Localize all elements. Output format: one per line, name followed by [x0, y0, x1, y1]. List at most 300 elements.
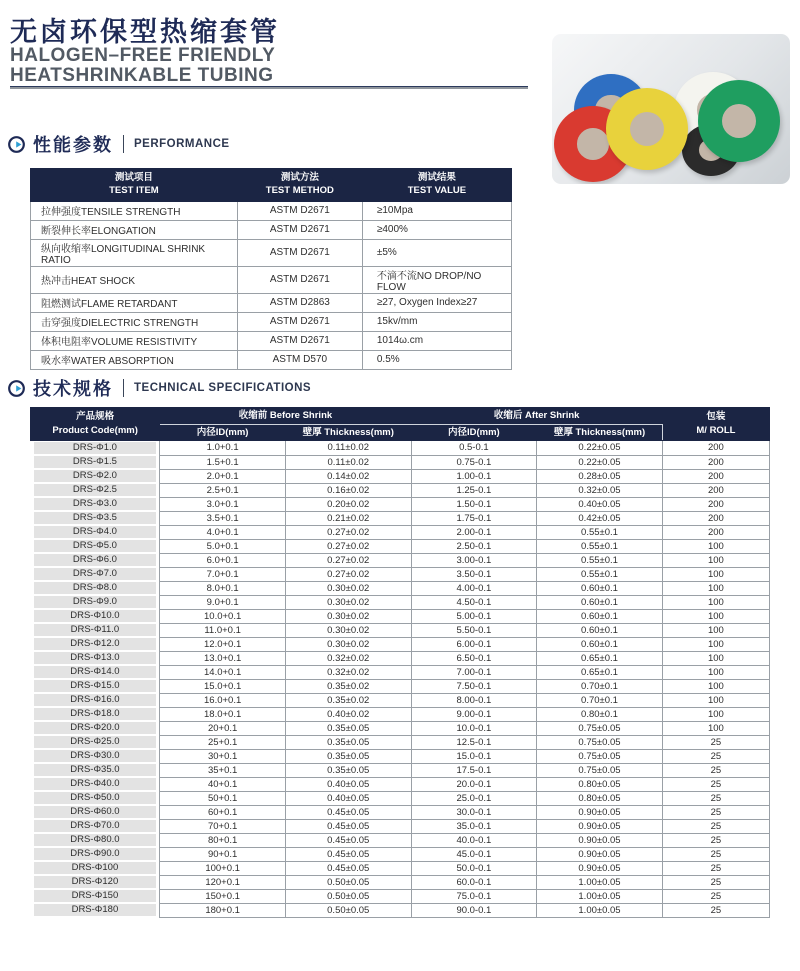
spec-value-cell: 30+0.1 [160, 749, 286, 763]
product-code-cell [31, 777, 160, 791]
performance-table-row [31, 293, 512, 312]
performance-table-row [31, 331, 512, 350]
spec-value-cell: 0.28±0.05 [537, 469, 663, 483]
spec-value-cell: 75.0-0.1 [411, 889, 537, 903]
spec-value-cell: 0.50±0.05 [285, 903, 411, 917]
spec-value-cell: 10.0-0.1 [411, 721, 537, 735]
performance-cell: 纵向收缩率LONGITUDINAL SHRINK RATIO [31, 239, 238, 266]
spec-value-cell: 0.45±0.05 [285, 805, 411, 819]
spec-table-row [31, 483, 770, 497]
product-code-cell [31, 833, 160, 847]
spec-value-cell: 20+0.1 [160, 721, 286, 735]
performance-cell: ASTM D2671 [237, 201, 362, 220]
spec-value-cell: 35.0-0.1 [411, 819, 537, 833]
spec-value-cell: 1.00-0.1 [411, 469, 537, 483]
spec-value-cell: 0.30±0.02 [285, 581, 411, 595]
spec-value-cell: 0.50±0.05 [285, 875, 411, 889]
spec-value-cell: 0.35±0.05 [285, 763, 411, 777]
product-code-cell [31, 637, 160, 651]
product-code-label: DRS-Φ80.0 [34, 834, 157, 846]
spec-value-cell: 0.40±0.02 [285, 707, 411, 721]
spec-value-cell: 100 [662, 679, 769, 693]
product-code-label: DRS-Φ15.0 [34, 680, 157, 692]
spec-value-cell: 0.30±0.02 [285, 609, 411, 623]
spec-value-cell: 14.0+0.1 [160, 665, 286, 679]
spec-value-cell: 180+0.1 [160, 903, 286, 917]
spec-value-cell: 25 [662, 875, 769, 889]
product-code-cell [31, 525, 160, 539]
spec-value-cell: 0.35±0.05 [285, 735, 411, 749]
performance-cell: ±5% [362, 239, 511, 266]
spec-value-cell: 9.0+0.1 [160, 595, 286, 609]
performance-cell: ≥10Mpa [362, 201, 511, 220]
spec-value-cell: 8.00-0.1 [411, 693, 537, 707]
spec-value-cell: 0.40±0.05 [537, 497, 663, 511]
page-title-chinese: 无卤环保型热缩套管 [10, 17, 280, 47]
spec-value-cell: 0.55±0.1 [537, 525, 663, 539]
spec-value-cell: 1.50-0.1 [411, 497, 537, 511]
spec-value-cell: 3.00-0.1 [411, 553, 537, 567]
performance-table-row [31, 220, 512, 239]
spec-value-cell: 25 [662, 791, 769, 805]
spec-value-cell: 0.14±0.02 [285, 469, 411, 483]
spec-value-cell: 0.35±0.02 [285, 679, 411, 693]
spec-table-row [31, 763, 770, 777]
product-code-cell [31, 819, 160, 833]
product-code-label: DRS-Φ40.0 [34, 778, 157, 790]
spec-value-cell: 1.00±0.05 [537, 903, 663, 917]
product-code-cell [31, 861, 160, 875]
performance-cell: 热冲击HEAT SHOCK [31, 266, 238, 293]
spec-table-row [31, 595, 770, 609]
spec-value-cell: 5.00-0.1 [411, 609, 537, 623]
spec-value-cell: 0.22±0.05 [537, 455, 663, 469]
spec-value-cell: 0.32±0.02 [285, 665, 411, 679]
spec-value-cell: 12.5-0.1 [411, 735, 537, 749]
product-code-cell [31, 483, 160, 497]
spec-value-cell: 0.27±0.02 [285, 553, 411, 567]
spec-value-cell: 40.0-0.1 [411, 833, 537, 847]
spec-value-cell: 100 [662, 609, 769, 623]
product-code-cell [31, 469, 160, 483]
product-code-label: DRS-Φ3.5 [34, 512, 157, 524]
spec-value-cell: 0.35±0.02 [285, 693, 411, 707]
performance-table-row [31, 266, 512, 293]
spec-value-cell: 0.35±0.05 [285, 721, 411, 735]
product-code-label: DRS-Φ6.0 [34, 554, 157, 566]
spec-value-cell: 100 [662, 693, 769, 707]
performance-section-header [8, 131, 230, 157]
spec-value-cell: 1.00±0.05 [537, 889, 663, 903]
performance-cell: 断裂伸长率ELONGATION [31, 220, 238, 239]
spec-table-row [31, 441, 770, 456]
product-code-cell [31, 595, 160, 609]
product-code-cell [31, 455, 160, 469]
spec-value-cell: 0.80±0.05 [537, 777, 663, 791]
spec-table-row [31, 581, 770, 595]
performance-cell: 0.5% [362, 350, 511, 369]
product-code-cell [31, 903, 160, 917]
spec-value-cell: 0.21±0.02 [285, 511, 411, 525]
performance-table-row [31, 201, 512, 220]
product-code-cell [31, 511, 160, 525]
product-code-cell [31, 735, 160, 749]
spec-value-cell: 25 [662, 749, 769, 763]
spec-table-row [31, 539, 770, 553]
spec-value-cell: 25 [662, 763, 769, 777]
spec-table-row [31, 791, 770, 805]
product-code-label: DRS-Φ50.0 [34, 792, 157, 804]
product-code-cell [31, 665, 160, 679]
performance-cell: 拉伸强度TENSILE STRENGTH [31, 201, 238, 220]
spec-table-row [31, 637, 770, 651]
spec-table-row [31, 819, 770, 833]
spec-col-product-code [31, 408, 160, 441]
spec-value-cell: 0.90±0.05 [537, 833, 663, 847]
spec-value-cell: 0.90±0.05 [537, 805, 663, 819]
performance-cell: ASTM D2863 [237, 293, 362, 312]
spec-value-cell: 6.00-0.1 [411, 637, 537, 651]
spec-value-cell: 0.90±0.05 [537, 819, 663, 833]
spec-value-cell: 25 [662, 903, 769, 917]
product-code-cell [31, 721, 160, 735]
spec-value-cell: 20.0-0.1 [411, 777, 537, 791]
product-code-label: DRS-Φ11.0 [34, 624, 157, 636]
perf-col-cn: 测试项目 [114, 172, 153, 183]
spec-value-cell: 0.40±0.05 [285, 791, 411, 805]
spec-table-row [31, 511, 770, 525]
performance-cell: ASTM D2671 [237, 331, 362, 350]
spec-value-cell: 0.45±0.05 [285, 847, 411, 861]
product-code-cell [31, 539, 160, 553]
product-code-label: DRS-Φ10.0 [34, 610, 157, 622]
spec-value-cell: 25 [662, 819, 769, 833]
spec-value-cell: 12.0+0.1 [160, 637, 286, 651]
product-code-cell [31, 693, 160, 707]
product-code-label: DRS-Φ3.0 [34, 498, 157, 510]
spec-value-cell: 25 [662, 805, 769, 819]
product-code-cell [31, 763, 160, 777]
spec-table-row [31, 861, 770, 875]
spec-value-cell: 80+0.1 [160, 833, 286, 847]
spec-value-cell: 1.0+0.1 [160, 441, 286, 456]
performance-cell: 阻燃测试FLAME RETARDANT [31, 293, 238, 312]
performance-cell: ASTM D2671 [237, 220, 362, 239]
spec-table-row [31, 875, 770, 889]
spec-value-cell: 25 [662, 833, 769, 847]
product-code-label: DRS-Φ150 [34, 890, 157, 902]
spec-value-cell: 0.45±0.05 [285, 861, 411, 875]
performance-section-title-en: PERFORMANCE [134, 138, 230, 150]
product-code-label: DRS-Φ5.0 [34, 540, 157, 552]
spec-value-cell: 7.50-0.1 [411, 679, 537, 693]
specifications-table [30, 407, 770, 918]
spec-value-cell: 0.45±0.05 [285, 819, 411, 833]
spec-value-cell: 16.0+0.1 [160, 693, 286, 707]
product-code-cell [31, 805, 160, 819]
spec-value-cell: 1.25-0.1 [411, 483, 537, 497]
product-code-label: DRS-Φ60.0 [34, 806, 157, 818]
performance-cell: ASTM D2671 [237, 239, 362, 266]
performance-cell: ≥400% [362, 220, 511, 239]
spec-value-cell: 0.32±0.02 [285, 651, 411, 665]
spec-value-cell: 0.45±0.05 [285, 833, 411, 847]
spec-value-cell: 200 [662, 483, 769, 497]
performance-cell: 体积电阻率VOLUME RESISTIVITY [31, 331, 238, 350]
spec-value-cell: 2.5+0.1 [160, 483, 286, 497]
product-code-label: DRS-Φ100 [34, 862, 157, 874]
specs-section-title-en: TECHNICAL SPECIFICATIONS [134, 382, 312, 394]
spec-value-cell: 40+0.1 [160, 777, 286, 791]
product-code-cell [31, 553, 160, 567]
spec-table-row [31, 651, 770, 665]
roll-core [630, 112, 664, 146]
spec-value-cell: 0.70±0.1 [537, 693, 663, 707]
spec-table-row [31, 525, 770, 539]
performance-table-body [31, 201, 512, 369]
spec-value-cell: 0.90±0.05 [537, 861, 663, 875]
product-code-cell [31, 581, 160, 595]
spec-value-cell: 0.16±0.02 [285, 483, 411, 497]
spec-value-cell: 0.75±0.05 [537, 763, 663, 777]
performance-table-row [31, 312, 512, 331]
spec-value-cell: 6.0+0.1 [160, 553, 286, 567]
product-code-label: DRS-Φ180 [34, 904, 157, 916]
spec-value-cell: 100 [662, 567, 769, 581]
spec-value-cell: 100 [662, 595, 769, 609]
spec-value-cell: 17.5-0.1 [411, 763, 537, 777]
spec-table-row [31, 679, 770, 693]
spec-value-cell: 100 [662, 539, 769, 553]
product-photo-tubing-rolls [552, 34, 790, 184]
spec-value-cell: 0.22±0.05 [537, 441, 663, 456]
spec-value-cell: 100 [662, 707, 769, 721]
spec-table-row [31, 735, 770, 749]
spec-value-cell: 0.60±0.1 [537, 595, 663, 609]
product-code-label: DRS-Φ120 [34, 876, 157, 888]
spec-value-cell: 25+0.1 [160, 735, 286, 749]
performance-table-header [31, 169, 512, 202]
spec-value-cell: 120+0.1 [160, 875, 286, 889]
spec-value-cell: 100 [662, 637, 769, 651]
spec-table-row [31, 847, 770, 861]
product-code-label: DRS-Φ4.0 [34, 526, 157, 538]
spec-table-row [31, 497, 770, 511]
spec-value-cell: 70+0.1 [160, 819, 286, 833]
roll-core [722, 104, 756, 138]
spec-value-cell: 200 [662, 497, 769, 511]
product-code-cell [31, 497, 160, 511]
spec-value-cell: 200 [662, 511, 769, 525]
spec-value-cell: 0.20±0.02 [285, 497, 411, 511]
page-title-english-line1: HALOGEN–FREE FRIENDLY [10, 45, 276, 66]
spec-value-cell: 90.0-0.1 [411, 903, 537, 917]
spec-value-cell: 0.90±0.05 [537, 847, 663, 861]
spec-table-row [31, 721, 770, 735]
spec-value-cell: 0.60±0.1 [537, 609, 663, 623]
product-code-label: DRS-Φ1.5 [34, 456, 157, 468]
spec-value-cell: 25 [662, 889, 769, 903]
spec-value-cell: 50+0.1 [160, 791, 286, 805]
spec-value-cell: 7.0+0.1 [160, 567, 286, 581]
spec-value-cell: 13.0+0.1 [160, 651, 286, 665]
product-code-label: DRS-Φ8.0 [34, 582, 157, 594]
spec-value-cell: 15.0-0.1 [411, 749, 537, 763]
performance-table-row [31, 239, 512, 266]
section-title-separator [123, 135, 124, 153]
spec-value-cell: 10.0+0.1 [160, 609, 286, 623]
performance-cell: ASTM D2671 [237, 266, 362, 293]
performance-cell: 1014ω.cm [362, 331, 511, 350]
spec-value-cell: 200 [662, 469, 769, 483]
title-divider-rule [10, 86, 528, 89]
spec-value-cell: 11.0+0.1 [160, 623, 286, 637]
spec-table-row [31, 665, 770, 679]
spec-value-cell: 0.75±0.05 [537, 735, 663, 749]
spec-value-cell: 3.5+0.1 [160, 511, 286, 525]
product-code-label: DRS-Φ35.0 [34, 764, 157, 776]
spec-table-row [31, 707, 770, 721]
spec-value-cell: 0.30±0.02 [285, 637, 411, 651]
spec-value-cell: 8.0+0.1 [160, 581, 286, 595]
spec-value-cell: 60.0-0.1 [411, 875, 537, 889]
spec-col-cn: 产品规格 [76, 411, 115, 422]
roll-core [577, 128, 610, 160]
spec-col-pack [662, 408, 769, 441]
spec-value-cell: 6.50-0.1 [411, 651, 537, 665]
spec-value-cell: 0.30±0.02 [285, 623, 411, 637]
spec-value-cell: 25 [662, 861, 769, 875]
spec-value-cell: 0.55±0.1 [537, 539, 663, 553]
spec-table-body [31, 441, 770, 918]
spec-value-cell: 7.00-0.1 [411, 665, 537, 679]
spec-value-cell: 0.80±0.05 [537, 791, 663, 805]
perf-col-en: TEST METHOD [265, 184, 334, 196]
product-code-label: DRS-Φ16.0 [34, 694, 157, 706]
spec-value-cell: 2.00-0.1 [411, 525, 537, 539]
spec-value-cell: 3.0+0.1 [160, 497, 286, 511]
product-code-cell [31, 889, 160, 903]
product-code-label: DRS-Φ70.0 [34, 820, 157, 832]
spec-value-cell: 0.60±0.1 [537, 623, 663, 637]
spec-group-after-shrink: 收缩后 After Shrink [411, 408, 662, 425]
spec-value-cell: 0.35±0.05 [285, 749, 411, 763]
spec-value-cell: 5.50-0.1 [411, 623, 537, 637]
spec-table-row [31, 833, 770, 847]
product-code-label: DRS-Φ20.0 [34, 722, 157, 734]
spec-value-cell: 0.75±0.05 [537, 721, 663, 735]
performance-cell: 15kv/mm [362, 312, 511, 331]
spec-value-cell: 3.50-0.1 [411, 567, 537, 581]
tubing-roll-green [698, 80, 780, 162]
spec-value-cell: 100 [662, 721, 769, 735]
perf-col-en: TEST ITEM [109, 184, 159, 196]
spec-table-row [31, 777, 770, 791]
spec-value-cell: 0.60±0.1 [537, 581, 663, 595]
spec-value-cell: 0.75±0.05 [537, 749, 663, 763]
spec-value-cell: 0.27±0.02 [285, 539, 411, 553]
product-code-label: DRS-Φ14.0 [34, 666, 157, 678]
spec-value-cell: 100+0.1 [160, 861, 286, 875]
spec-group-before-shrink: 收缩前 Before Shrink [160, 408, 411, 425]
arrow-circle-icon [8, 136, 25, 153]
spec-value-cell: 18.0+0.1 [160, 707, 286, 721]
performance-cell: 击穿强度DIELECTRIC STRENGTH [31, 312, 238, 331]
spec-table-row [31, 623, 770, 637]
spec-value-cell: 100 [662, 651, 769, 665]
product-code-cell [31, 623, 160, 637]
spec-col-after-thickness: 壁厚 Thickness(mm) [537, 424, 663, 441]
spec-value-cell: 0.70±0.1 [537, 679, 663, 693]
product-code-label: DRS-Φ18.0 [34, 708, 157, 720]
spec-value-cell: 100 [662, 623, 769, 637]
product-code-cell [31, 609, 160, 623]
spec-value-cell: 25 [662, 847, 769, 861]
spec-value-cell: 50.0-0.1 [411, 861, 537, 875]
performance-section-title-cn: 性能参数 [33, 135, 113, 155]
product-code-cell [31, 651, 160, 665]
page-title-english-line2: HEATSHRINKABLE TUBING [10, 65, 274, 86]
spec-value-cell: 0.50±0.05 [285, 889, 411, 903]
product-code-cell [31, 441, 160, 456]
performance-cell: ≥27, Oxygen Index≥27 [362, 293, 511, 312]
spec-table-row [31, 609, 770, 623]
product-code-cell [31, 791, 160, 805]
spec-value-cell: 1.75-0.1 [411, 511, 537, 525]
product-code-cell [31, 567, 160, 581]
perf-col-en: TEST VALUE [407, 184, 467, 196]
spec-table-row [31, 805, 770, 819]
product-code-label: DRS-Φ13.0 [34, 652, 157, 664]
perf-col-cn: 测试结果 [417, 172, 456, 183]
spec-table-row [31, 749, 770, 763]
spec-col-after-id: 内径ID(mm) [411, 424, 537, 441]
spec-value-cell: 150+0.1 [160, 889, 286, 903]
product-code-cell [31, 749, 160, 763]
spec-value-cell: 0.40±0.05 [285, 777, 411, 791]
spec-value-cell: 100 [662, 553, 769, 567]
spec-table-row [31, 693, 770, 707]
performance-cell: ASTM D2671 [237, 312, 362, 331]
product-code-label: DRS-Φ1.0 [34, 442, 157, 454]
product-code-label: DRS-Φ2.0 [34, 470, 157, 482]
arrow-circle-icon [8, 380, 25, 397]
specs-section-title-cn: 技术规格 [33, 379, 113, 399]
spec-value-cell: 0.55±0.1 [537, 567, 663, 581]
spec-value-cell: 0.65±0.1 [537, 665, 663, 679]
spec-value-cell: 0.32±0.05 [537, 483, 663, 497]
spec-value-cell: 2.50-0.1 [411, 539, 537, 553]
spec-value-cell: 5.0+0.1 [160, 539, 286, 553]
spec-table-header [31, 408, 770, 441]
spec-value-cell: 25.0-0.1 [411, 791, 537, 805]
performance-table [30, 168, 512, 370]
spec-table-row [31, 553, 770, 567]
spec-col-before-thickness: 壁厚 Thickness(mm) [285, 424, 411, 441]
performance-cell: 吸水率WATER ABSORPTION [31, 350, 238, 369]
spec-value-cell: 4.00-0.1 [411, 581, 537, 595]
performance-cell: ASTM D570 [237, 350, 362, 369]
spec-value-cell: 200 [662, 455, 769, 469]
spec-value-cell: 200 [662, 441, 769, 456]
spec-value-cell: 45.0-0.1 [411, 847, 537, 861]
spec-value-cell: 1.00±0.05 [537, 875, 663, 889]
spec-value-cell: 0.55±0.1 [537, 553, 663, 567]
spec-header-row-1 [31, 408, 770, 425]
spec-table-row [31, 455, 770, 469]
product-code-label: DRS-Φ9.0 [34, 596, 157, 608]
spec-col-cn: 包装 [706, 411, 726, 422]
